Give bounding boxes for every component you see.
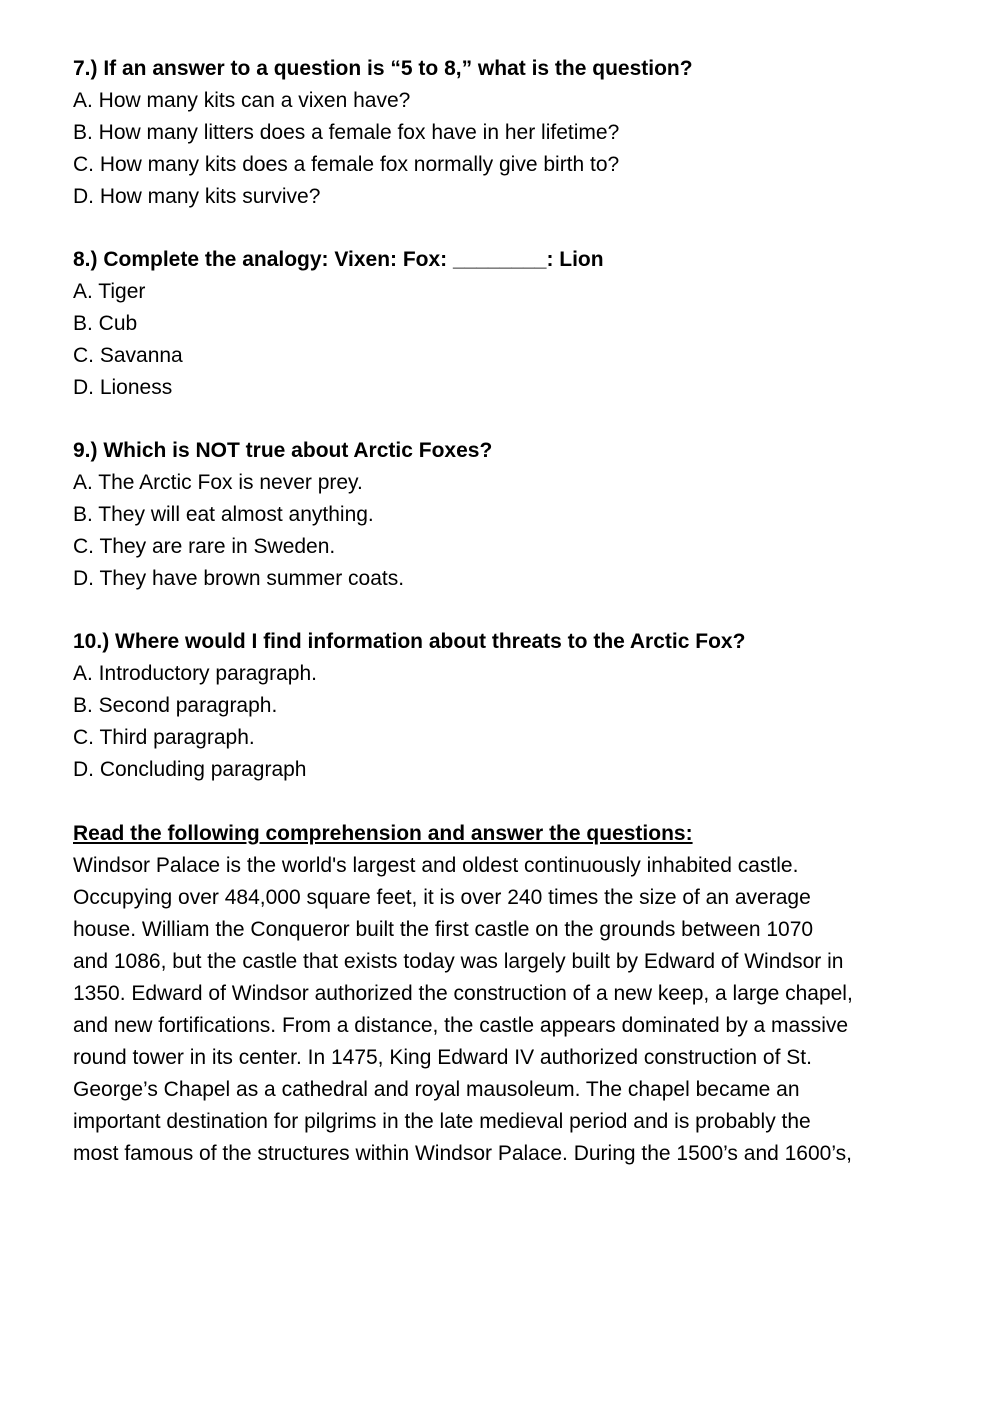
answer-option: D. Concluding paragraph [73, 758, 307, 781]
answer-option: C. They are rare in Sweden. [73, 535, 336, 558]
passage-line: round tower in its center. In 1475, King Edward IV authorized construction of St. [73, 1046, 812, 1069]
passage-line: and 1086, but the castle that exists today was largely built by Edward of Windsor in [73, 950, 844, 973]
answer-option: B. They will eat almost anything. [73, 503, 374, 526]
question-9 [73, 435, 973, 595]
answer-option: C. How many kits does a female fox normally give birth to? [73, 153, 620, 176]
question-8 [73, 244, 973, 404]
comprehension-heading: Read the following comprehension and answer the questions: [73, 822, 693, 845]
answer-option: D. They have brown summer coats. [73, 567, 405, 590]
answer-option: C. Third paragraph. [73, 726, 255, 749]
comprehension-section [73, 818, 973, 1170]
answer-option: D. Lioness [73, 376, 173, 399]
passage-line: house. William the Conqueror built the first castle on the grounds between 1070 [73, 918, 814, 941]
passage-line: 1350. Edward of Windsor authorized the construction of a new keep, a large chapel, [73, 982, 853, 1005]
question-title: 9.) Which is NOT true about Arctic Foxes? [73, 439, 493, 462]
answer-option: A. How many kits can a vixen have? [73, 89, 411, 112]
question-10 [73, 626, 973, 786]
comprehension-passage [73, 850, 973, 1170]
passage-line: George’s Chapel as a cathedral and royal mausoleum. The chapel became an [73, 1078, 800, 1101]
answer-option: A. Tiger [73, 280, 146, 303]
answer-option: D. How many kits survive? [73, 185, 321, 208]
answer-option: B. How many litters does a female fox have in her lifetime? [73, 121, 620, 144]
question-title: 7.) If an answer to a question is “5 to 8,” what is the question? [73, 57, 693, 80]
question-title: 8.) Complete the analogy: Vixen: Fox: ________: Lion [73, 248, 604, 271]
question-title: 10.) Where would I find information about threats to the Arctic Fox? [73, 630, 746, 653]
answer-option: B. Cub [73, 312, 138, 335]
passage-line: most famous of the structures within Windsor Palace. During the 1500’s and 1600’s, [73, 1142, 852, 1165]
passage-line: and new fortifications. From a distance, the castle appears dominated by a massive [73, 1014, 849, 1037]
passage-line: Occupying over 484,000 square feet, it is over 240 times the size of an average [73, 886, 811, 909]
passage-line: Windsor Palace is the world's largest and oldest continuously inhabited castle. [73, 854, 799, 877]
worksheet-page [73, 53, 973, 1170]
answer-option: A. Introductory paragraph. [73, 662, 317, 685]
answer-option: A. The Arctic Fox is never prey. [73, 471, 363, 494]
answer-option: C. Savanna [73, 344, 183, 367]
question-7 [73, 53, 973, 213]
answer-option: B. Second paragraph. [73, 694, 278, 717]
passage-line: important destination for pilgrims in the late medieval period and is probably the [73, 1110, 811, 1133]
